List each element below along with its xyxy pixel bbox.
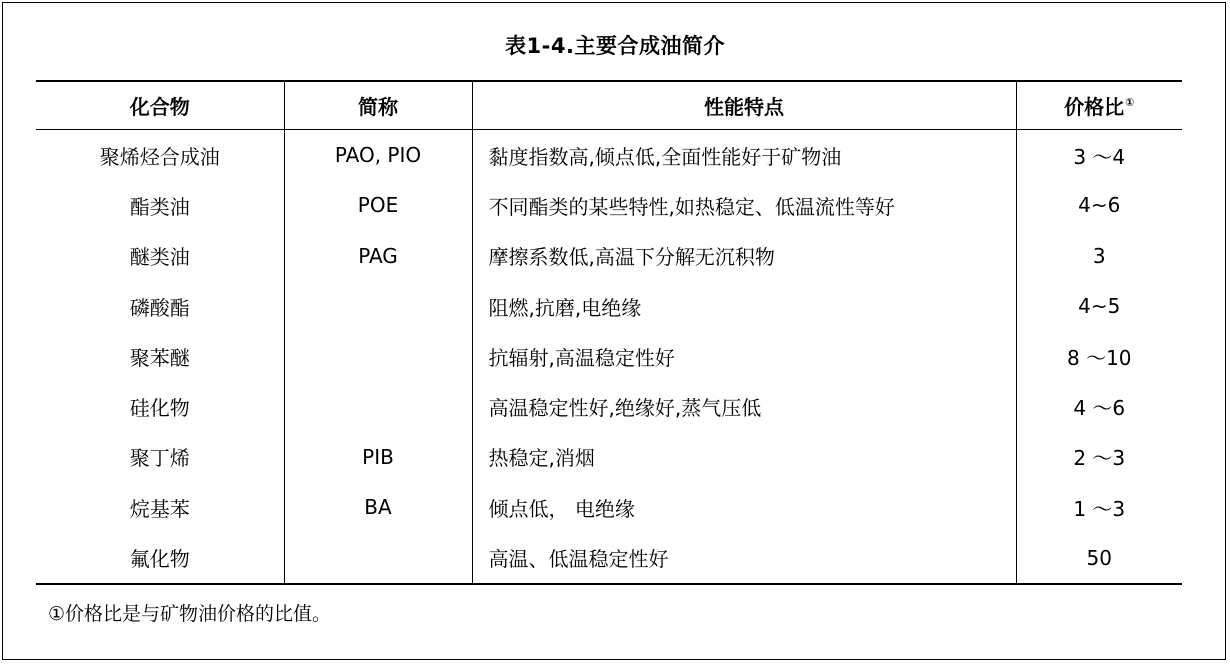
table-header-row [36,81,1182,130]
table-row [36,432,1182,482]
cell-compound: 聚丁烯 [129,446,190,471]
cell-price-ratio: 4 ～6 [1016,381,1182,431]
cell-compound: 硅化物 [129,396,190,421]
cell-price-ratio: 3 ～4 [1016,130,1182,181]
cell-abbreviation [284,331,472,381]
cell-compound: 聚苯醚 [129,345,190,370]
table-row [36,130,1182,181]
cell-price-ratio: 3 [1016,231,1182,281]
cell-abbreviation: PIB [284,432,472,482]
cell-abbreviation: PAG [284,231,472,281]
cell-compound: 醚类油 [129,245,190,270]
cell-price-ratio: 4~5 [1016,281,1182,331]
cell-compound: 磷酸酯 [129,295,190,320]
header-abbreviation: 简称 [284,81,472,130]
synthetic-oil-table [36,80,1182,585]
table-row [36,532,1182,583]
table-row [36,231,1182,281]
cell-price-ratio: 50 [1016,532,1182,583]
cell-compound: 聚烯烃合成油 [99,144,220,169]
cell-compound: 烷基苯 [129,496,190,521]
header-price-ratio-label: 价格比 [1064,95,1125,119]
footnote: ①价格比是与矿物油价格的比值。 [48,603,332,625]
table-title: 表1-4.主要合成油简介 [505,34,725,58]
cell-abbreviation [284,281,472,331]
cell-features: 高温稳定性好,绝缘好,蒸气压低 [472,381,1016,431]
cell-abbreviation: PAO, PIO [284,130,472,181]
table-row [36,180,1182,230]
cell-features: 摩擦系数低,高温下分解无沉积物 [472,231,1016,281]
header-price-ratio [1016,81,1182,130]
cell-features: 阻燃,抗磨,电绝缘 [472,281,1016,331]
cell-abbreviation: POE [284,180,472,230]
cell-abbreviation: BA [284,482,472,532]
table-row [36,381,1182,431]
cell-features: 抗辐射,高温稳定性好 [472,331,1016,381]
cell-price-ratio: 4~6 [1016,180,1182,230]
table-row [36,281,1182,331]
cell-price-ratio: 2 ～3 [1016,432,1182,482]
header-compound: 化合物 [36,81,284,130]
header-features: 性能特点 [472,81,1016,130]
cell-features: 不同酯类的某些特性,如热稳定、低温流性等好 [472,180,1016,230]
cell-abbreviation [284,532,472,583]
table-row [36,331,1182,381]
cell-features: 高温、低温稳定性好 [472,532,1016,583]
cell-abbreviation [284,381,472,431]
footnote-marker: ① [1125,96,1135,109]
table-row [36,482,1182,532]
cell-features: 倾点低， 电绝缘 [472,482,1016,532]
cell-features: 热稳定,消烟 [472,432,1016,482]
cell-features: 黏度指数高,倾点低,全面性能好于矿物油 [472,130,1016,181]
cell-price-ratio: 1 ～3 [1016,482,1182,532]
cell-compound: 氟化物 [36,532,284,583]
cell-price-ratio: 8 ～10 [1016,331,1182,381]
cell-compound: 酯类油 [129,194,190,219]
